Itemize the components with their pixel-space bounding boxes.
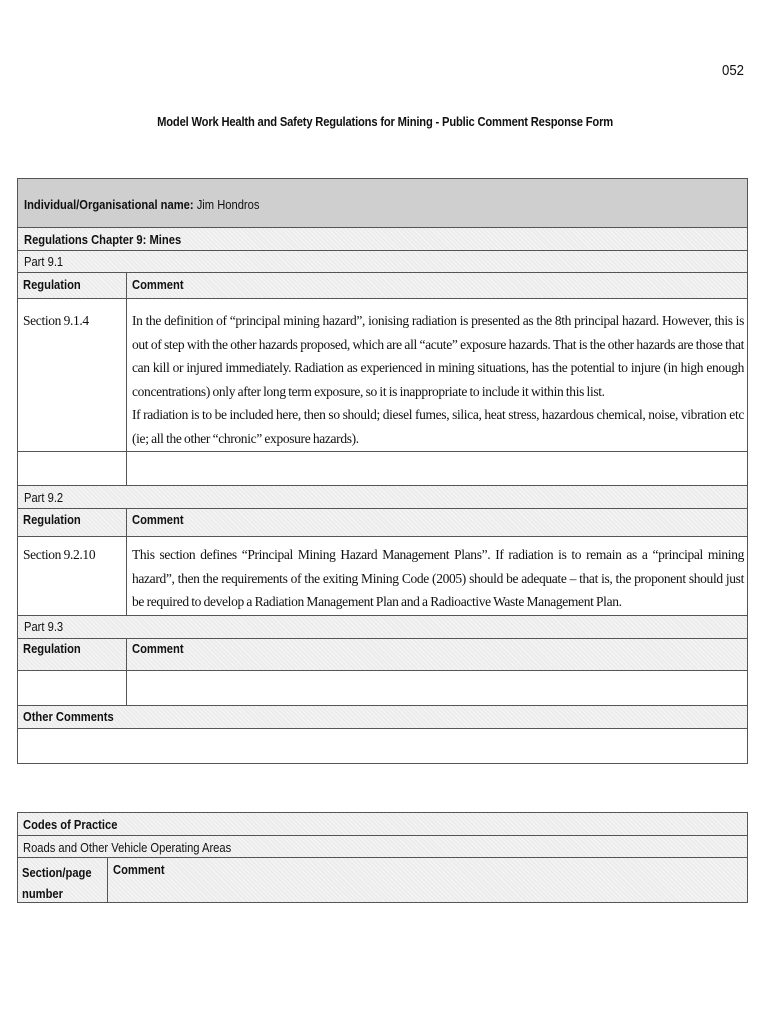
part-9-1-section: Section 9.1.4 bbox=[23, 313, 89, 328]
name-label: Individual/Organisational name: bbox=[24, 197, 194, 212]
part-9-2-comment-cell bbox=[126, 536, 748, 616]
part-9-1-comment-header bbox=[126, 272, 748, 299]
part-9-2-regulation-header bbox=[17, 508, 127, 537]
part-9-3-empty-regulation-cell bbox=[17, 670, 127, 706]
regulation-header-label: Regulation bbox=[23, 512, 81, 527]
regulation-header-label: Regulation bbox=[23, 277, 81, 292]
chapter-row bbox=[17, 227, 748, 251]
part-9-3-label: Part 9.3 bbox=[24, 619, 64, 634]
codes-subtitle: Roads and Other Vehicle Operating Areas bbox=[23, 840, 232, 855]
comment-header-label: Comment bbox=[132, 641, 184, 656]
codes-section-header-line-1: Section/page bbox=[22, 865, 92, 880]
part-9-3-regulation-header bbox=[17, 638, 127, 671]
part-9-3-empty-comment-cell bbox=[126, 670, 748, 706]
codes-title: Codes of Practice bbox=[23, 817, 118, 832]
part-9-3-row bbox=[17, 615, 748, 639]
codes-section-header bbox=[17, 857, 108, 903]
part-9-1-comment-cell bbox=[126, 298, 748, 452]
part-9-1-row bbox=[17, 250, 748, 273]
part-9-2-comment-header bbox=[126, 508, 748, 537]
part-9-1-comment-paragraph-2: If radiation is to be included here, then so should; diesel fumes, silica, heat stress, hazardous chemical, noise, vibration etc (ie; all the other “chronic” exposure hazards). bbox=[132, 407, 744, 446]
name-row bbox=[17, 178, 748, 228]
comment-header-label: Comment bbox=[132, 277, 184, 292]
part-9-2-section-cell bbox=[17, 536, 127, 616]
codes-section-header-line-2: number bbox=[22, 886, 63, 901]
document-title-text: Model Work Health and Safety Regulations for Mining - Public Comment Response Form bbox=[157, 114, 613, 129]
regulation-header-label: Regulation bbox=[23, 641, 81, 656]
other-comments-label: Other Comments bbox=[23, 709, 114, 724]
comment-header-label: Comment bbox=[132, 512, 184, 527]
codes-subtitle-row bbox=[17, 835, 748, 858]
codes-comment-header-label: Comment bbox=[113, 862, 165, 877]
page-number: 052 bbox=[721, 62, 744, 79]
part-9-1-comment-paragraph-1: In the definition of “principal mining hazard”, ionising radiation is presented as the 8th principal hazard. However, this is out of step with the other hazards proposed, which are all “acute” exposure hazards. That is the other hazards are those that can kill or injured immediately. Radiation as experienced in mining situations, has the potential to injure (in high enough concentrations) only after long term exposure, so it is inappropriate to include it within this list. bbox=[132, 313, 744, 399]
part-9-1-empty-regulation-cell bbox=[17, 451, 127, 486]
codes-title-row bbox=[17, 812, 748, 836]
document-title bbox=[0, 114, 770, 129]
part-9-1-label: Part 9.1 bbox=[24, 254, 64, 269]
part-9-1-empty-comment-cell bbox=[126, 451, 748, 486]
other-comments-row bbox=[17, 705, 748, 729]
codes-comment-header bbox=[107, 857, 748, 903]
part-9-2-comment: This section defines “Principal Mining Hazard Management Plans”. If radiation is to remain as a “principal mining hazard”, then the requirements of the exiting Mining Code (2005) should be adequate – that is, the proponent should just be required to develop a Radiation Management Plan and a Radioactive Waste Management Plan. bbox=[132, 547, 744, 609]
chapter-label: Regulations Chapter 9: Mines bbox=[24, 232, 182, 247]
name-value: Jim Hondros bbox=[196, 197, 260, 212]
other-comments-field bbox=[17, 728, 748, 764]
part-9-2-section: Section 9.2.10 bbox=[23, 547, 96, 562]
part-9-2-row bbox=[17, 485, 748, 509]
part-9-1-section-cell bbox=[17, 298, 127, 452]
part-9-3-comment-header bbox=[126, 638, 748, 671]
part-9-2-label: Part 9.2 bbox=[24, 490, 64, 505]
part-9-1-regulation-header bbox=[17, 272, 127, 299]
